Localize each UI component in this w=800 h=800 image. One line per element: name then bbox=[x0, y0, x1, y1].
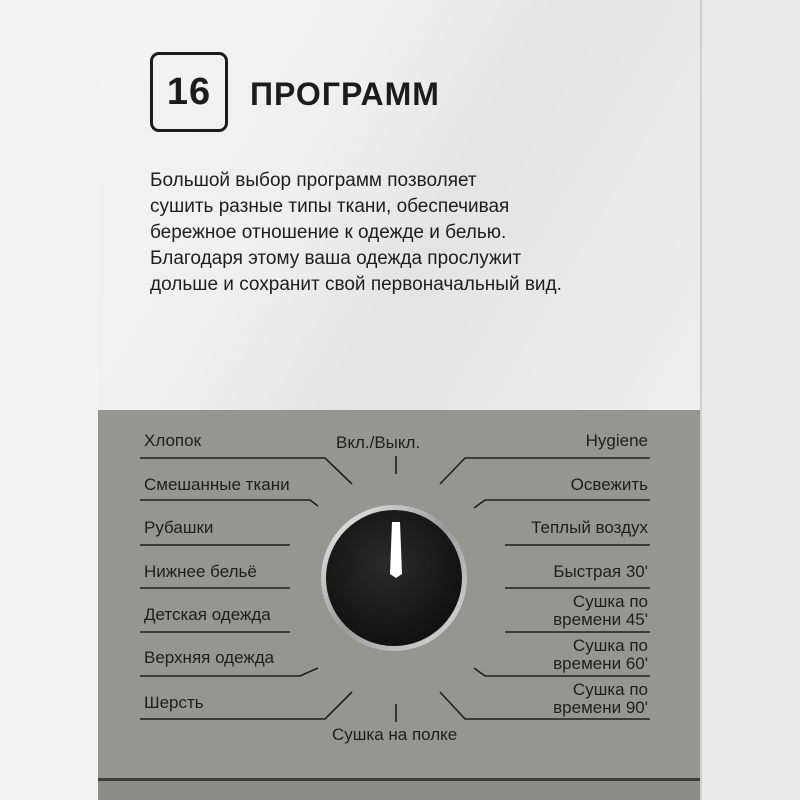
label-kids: Детская одежда bbox=[144, 605, 271, 624]
label-timed-45-line1: Сушка по bbox=[572, 592, 648, 611]
label-rack-dry: Сушка на полке bbox=[332, 725, 458, 744]
label-cotton: Хлопок bbox=[144, 431, 202, 450]
label-hygiene: Hygiene bbox=[585, 431, 648, 450]
description-line: Большой выбор программ позволяет bbox=[150, 170, 477, 191]
label-warm-air: Теплый воздух bbox=[531, 518, 648, 537]
label-outerwear: Верхняя одежда bbox=[144, 648, 275, 667]
description-line: Благодаря этому ваша одежда прослужит bbox=[150, 248, 522, 269]
label-underwear: Нижнее бельё bbox=[144, 562, 257, 581]
label-refresh: Освежить bbox=[570, 475, 648, 494]
description-line: сушить разные типы ткани, обеспечивая bbox=[150, 196, 510, 217]
program-count: 16 bbox=[166, 70, 212, 113]
separator-right-2 bbox=[474, 500, 650, 508]
label-shirts: Рубашки bbox=[144, 518, 214, 537]
label-power: Вкл./Выкл. bbox=[336, 433, 421, 452]
description-line: дольше и сохранит свой первоначальный вид. bbox=[150, 274, 562, 295]
label-timed-45-line2: времени 45' bbox=[553, 610, 648, 629]
label-timed-60-line1: Сушка по bbox=[572, 636, 648, 655]
label-timed-90-line1: Сушка по bbox=[572, 680, 648, 699]
label-mixed: Смешанные ткани bbox=[144, 475, 290, 494]
label-wool: Шерсть bbox=[144, 693, 204, 712]
description-line: бережное отношение к одежде и белью. bbox=[150, 222, 507, 243]
page-title: ПРОГРАММ bbox=[250, 76, 440, 112]
dial-indicator bbox=[390, 522, 402, 578]
label-timed-90-line2: времени 90' bbox=[553, 698, 648, 717]
label-quick-30: Быстрая 30' bbox=[553, 562, 648, 581]
separator-left-2 bbox=[140, 500, 318, 506]
separator-left-6 bbox=[140, 668, 318, 676]
label-timed-60-line2: времени 60' bbox=[553, 654, 648, 673]
